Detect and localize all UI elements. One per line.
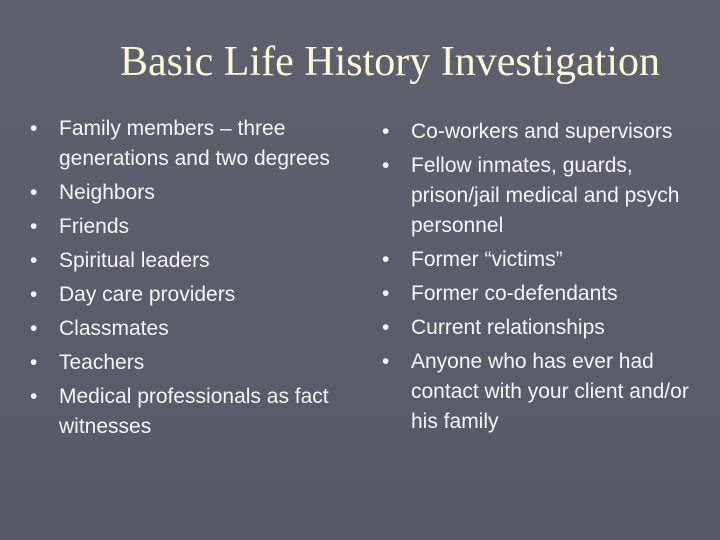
bullet-icon: • xyxy=(30,283,38,306)
left-bullet-list xyxy=(30,114,330,446)
list-item-text: Co-workers and supervisors xyxy=(411,120,673,143)
bullet-icon: • xyxy=(30,317,38,340)
bullet-icon: • xyxy=(30,249,38,272)
list-item xyxy=(30,348,330,378)
list-item-text: Anyone who has ever had contact with your client and/or his family xyxy=(411,350,689,433)
list-item xyxy=(382,313,702,343)
list-item-text: Teachers xyxy=(59,351,145,374)
list-item-text: Current relationships xyxy=(411,316,605,339)
list-item xyxy=(382,245,702,275)
list-item xyxy=(382,347,702,437)
list-item-text: Family members – three generations and two degrees xyxy=(59,117,330,170)
bullet-icon: • xyxy=(382,248,390,271)
list-item xyxy=(382,151,702,241)
list-item xyxy=(30,314,330,344)
bullet-icon: • xyxy=(30,117,38,140)
bullet-icon: • xyxy=(382,154,390,177)
list-item xyxy=(382,279,702,309)
bullet-icon: • xyxy=(382,282,390,305)
list-item xyxy=(382,117,702,147)
list-item-text: Former “victims” xyxy=(411,248,563,271)
slide-title: Basic Life History Investigation xyxy=(119,39,661,85)
bullet-icon: • xyxy=(30,351,38,374)
list-item xyxy=(30,246,330,276)
list-item-text: Neighbors xyxy=(59,181,155,204)
list-item-text: Classmates xyxy=(59,317,169,340)
bullet-icon: • xyxy=(382,120,390,143)
list-item-text: Former co-defendants xyxy=(411,282,618,305)
list-item-text: Fellow inmates, guards, prison/jail medical and psych personnel xyxy=(411,154,680,237)
list-item-text: Day care providers xyxy=(59,283,236,306)
bullet-icon: • xyxy=(30,215,38,238)
bullet-icon: • xyxy=(382,350,390,373)
list-item-text: Medical professionals as fact witnesses xyxy=(59,385,329,438)
list-item-text: Spiritual leaders xyxy=(59,249,210,272)
bullet-icon: • xyxy=(30,181,38,204)
list-item xyxy=(30,114,330,174)
list-item xyxy=(30,382,330,442)
bullet-icon: • xyxy=(382,316,390,339)
bullet-icon: • xyxy=(30,385,38,408)
list-item-text: Friends xyxy=(59,215,130,238)
list-item xyxy=(30,178,330,208)
right-bullet-list xyxy=(382,117,702,441)
list-item xyxy=(30,280,330,310)
list-item xyxy=(30,212,330,242)
